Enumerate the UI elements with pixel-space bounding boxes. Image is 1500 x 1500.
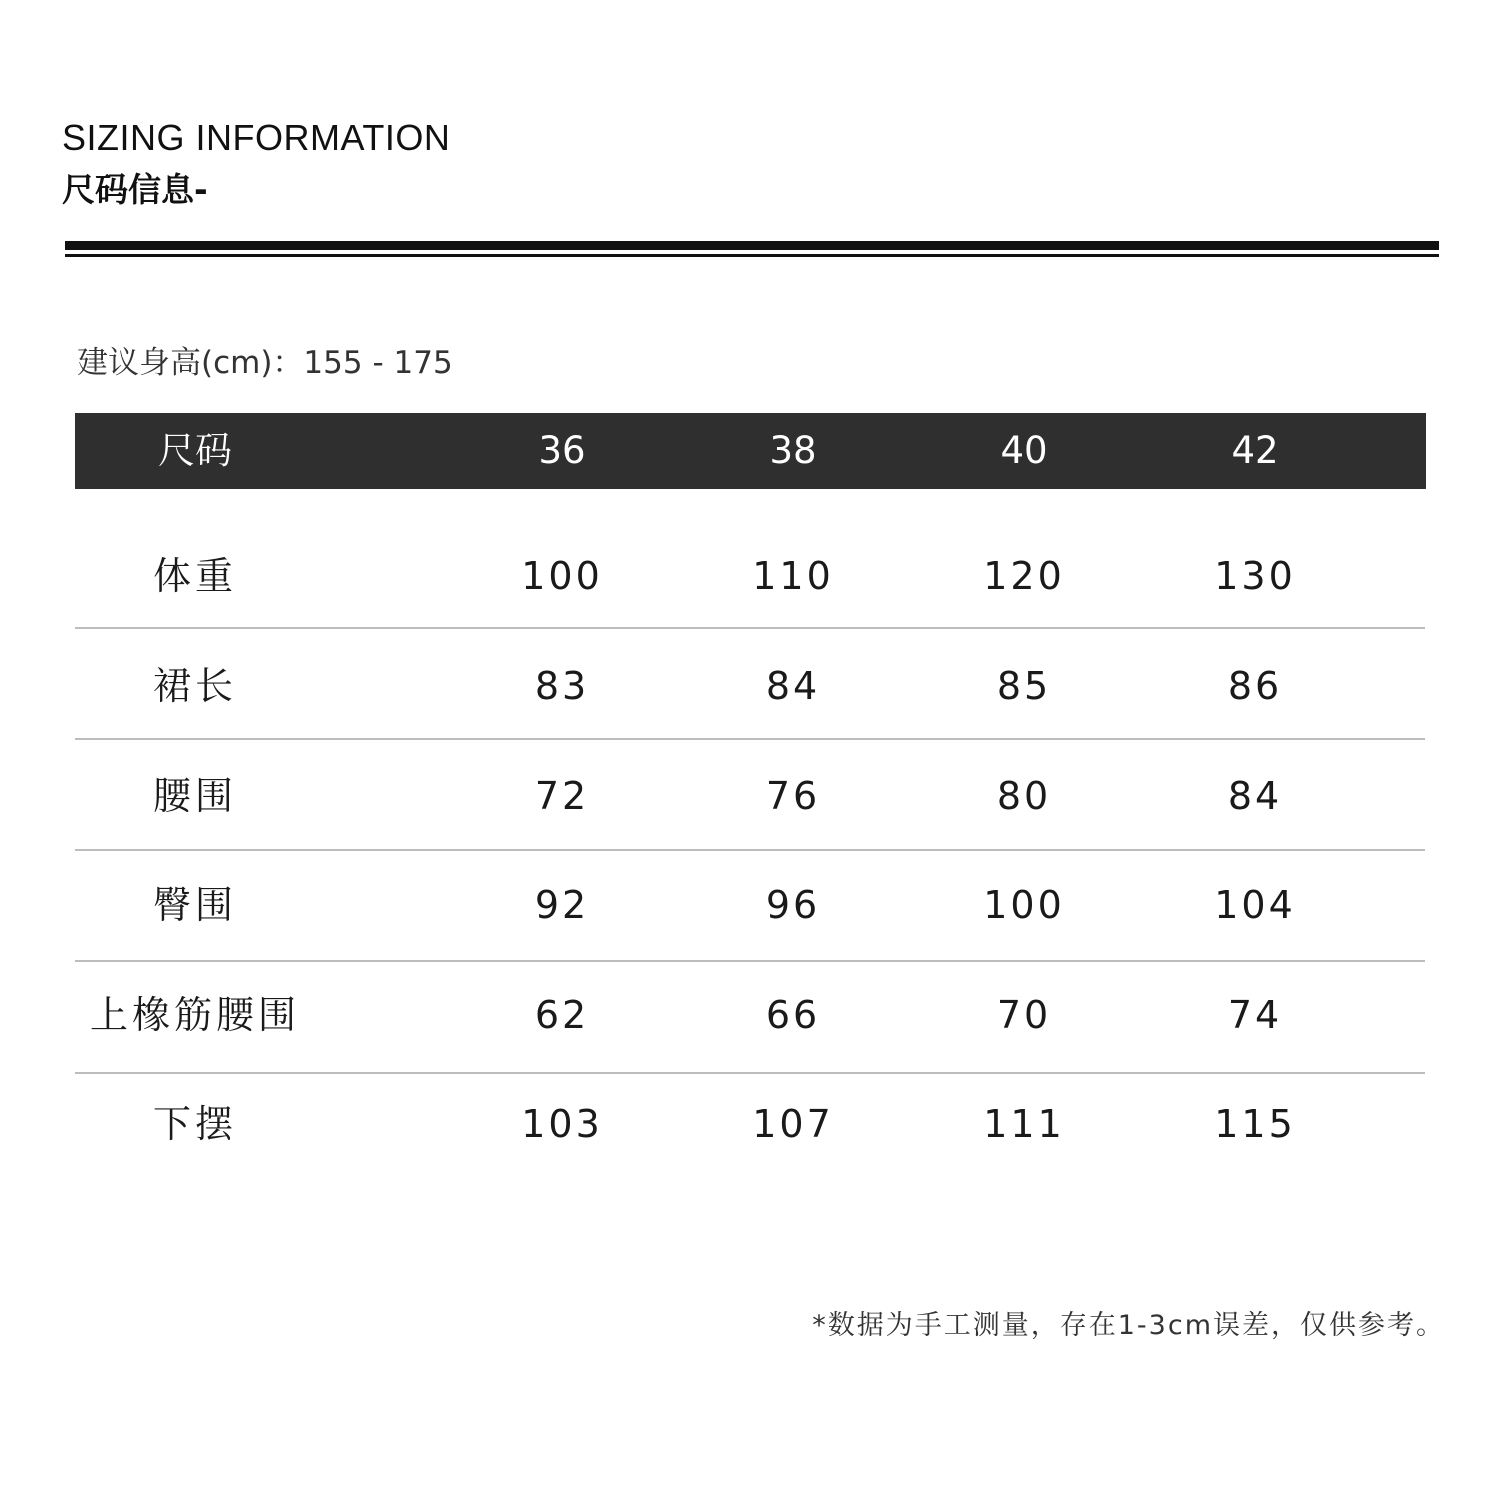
row-label: 上橡筋腰围 (89, 993, 300, 1037)
table-cell: 92 (534, 883, 590, 927)
table-cell: 130 (1214, 554, 1296, 598)
row-label: 臀围 (152, 883, 237, 927)
header-label-size: 尺码 (158, 429, 232, 472)
title-rule-thick (65, 241, 1439, 250)
table-cell: 111 (983, 1102, 1065, 1146)
table-cell: 62 (534, 993, 590, 1037)
table-cell: 115 (1214, 1102, 1296, 1146)
table-cell: 96 (765, 883, 821, 927)
header-size-36: 36 (538, 429, 586, 472)
table-row-hem (75, 1070, 1426, 1178)
table-cell: 84 (765, 664, 821, 708)
table-cell: 110 (752, 554, 834, 598)
table-cell: 74 (1227, 993, 1283, 1037)
table-cell: 83 (534, 664, 590, 708)
row-divider (75, 738, 1425, 740)
table-cell: 84 (1227, 774, 1283, 818)
table-row-waist (75, 742, 1426, 850)
table-cell: 100 (521, 554, 603, 598)
table-cell: 120 (983, 554, 1065, 598)
measurement-footnote: *数据为手工测量，存在1-3cm误差，仅供参考。 (812, 1310, 1445, 1341)
table-cell: 66 (765, 993, 821, 1037)
table-cell: 72 (534, 774, 590, 818)
table-cell: 103 (521, 1102, 603, 1146)
row-label: 裙长 (152, 664, 237, 708)
suggested-height: 建议身高(cm)：155 - 175 (77, 345, 453, 381)
title-rule-thin (65, 254, 1439, 257)
table-row-elastic-waist (75, 961, 1426, 1069)
table-row-skirt-length (75, 632, 1426, 740)
table-row-hip (75, 851, 1426, 959)
table-row-weight (75, 522, 1426, 630)
table-cell: 70 (996, 993, 1052, 1037)
table-cell: 107 (752, 1102, 834, 1146)
title-chinese: 尺码信息- (62, 170, 208, 209)
header-size-42: 42 (1231, 429, 1279, 472)
size-table-header (75, 413, 1426, 489)
table-cell: 104 (1214, 883, 1296, 927)
table-cell: 85 (996, 664, 1052, 708)
table-cell: 80 (996, 774, 1052, 818)
table-cell: 86 (1227, 664, 1283, 708)
title-english: SIZING INFORMATION (62, 117, 451, 158)
row-label: 下摆 (152, 1102, 237, 1146)
header-size-40: 40 (1000, 429, 1048, 472)
table-cell: 100 (983, 883, 1065, 927)
row-label: 体重 (152, 554, 237, 598)
header-size-38: 38 (769, 429, 817, 472)
row-label: 腰围 (152, 774, 237, 818)
row-divider (75, 627, 1425, 629)
table-cell: 76 (765, 774, 821, 818)
